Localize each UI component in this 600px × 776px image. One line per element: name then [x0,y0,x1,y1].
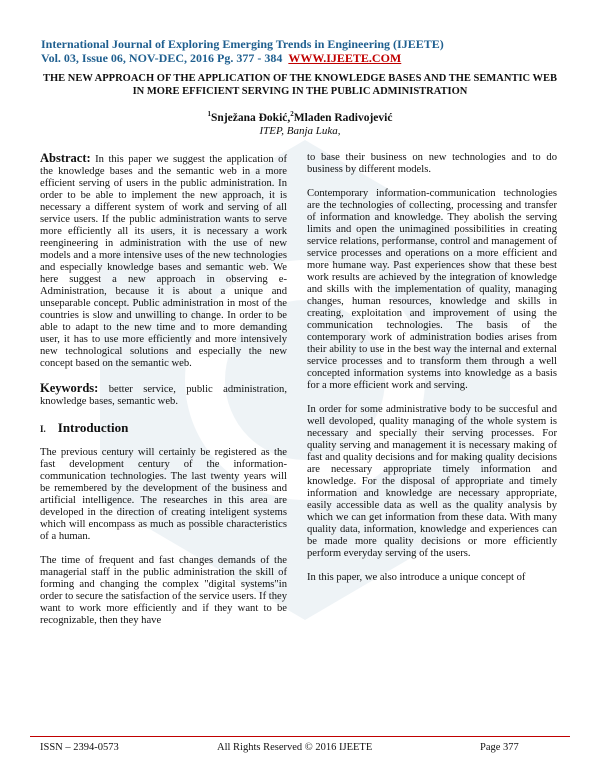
keywords-text: better service, public administration, knowledge bases, semantic web. [40,384,287,407]
left-column [40,152,287,639]
authors [40,110,560,124]
right-column [307,152,557,596]
paper-title: THE NEW APPROACH OF THE APPLICATION OF THE KNOWLEDGE BASES AND THE SEMANTIC WEB IN MORE EFFICIENT SERVING IN THE PUBLIC ADMINISTRATION [42,73,558,97]
section-number: I. [40,424,46,434]
footer-rights: All Rights Reserved © 2016 IJEETE [217,742,373,753]
abstract-text: In this paper we suggest the application of the knowledge bases and the semantic web in a more efficient serving of users in the public administration. In order to be able to implement the new approach, it is necessary a different system of work and serving of all service users. If the public administration wants to serve more efficiently all its users, it is necessary a work reengineering in administration with the use of new models and a more intensive uses of the new technologies and especially knowledge bases and semantic web. We here suggest a new approach in observing e-Administration, because it is about a unique and unseparable concept. Public administration in most of the countries is slow and unwilling to change. In order to be able to adapt to the new time and to more demanding user, it has to use more efficiently and more intensively new technological solutions and especially the new concept based on the semantic web. [40,154,287,369]
right-paragraph-2: Contemporary information-communication technologies are the technologies of collecting, processing and transfer of information and knowledge. They abolish the serving limits and open the unimagined possibilities in creating service relations, performanse, control and management of service processes and operations on a more efficient and more humane way. Past experiences show that these best work results are achieved by the integration of knowledge and skills with the implementation of quality, managing changes, human resources, knowledge and skills in creating, exploitation and improvement of using the communication technologies. The basis of the contemporary work of administration bodies arises from their ability to use in the best way the internal and external service processes and to transform them through a well concepted information systems into knowledge as a basis for a more efficient work and serving. [307,188,557,391]
journal-name: International Journal of Exploring Emerging Trends in Engineering (IJEETE) [41,37,444,51]
intro-paragraph-2: The time of frequent and fast changes demands of the managerial staff in the public administration the skill of forming and changing the complex "digital systems"in order to secure the satisfaction of the service users. If they want to work more efficiently and if they want to be recognizable, then they have [40,555,287,626]
keywords-label: Keywords: [40,381,99,395]
affiliation: ITEP, Banja Luka, [259,125,341,137]
right-paragraph-3: In order for some administrative body to be succesful and well devoloped, quality managing of the whole system is necessary and specially their serving processes. For quality serving and management it is necessary making of fast and quality decisions and for making quality decisions are necessary appropriate timely information and knowledge. For the disposal of appropriate and timely information and knowledge are necessary appropriate, easily accessible data as well as the quality analysis by which we can get information from these data. With many quality data, information, knowledge and experiences can be made more quality decisions or more efficiently perform everyday serving of the users. [307,404,557,559]
section-title: Introduction [57,420,129,435]
journal-header [41,37,561,65]
footer-page-number: Page 377 [480,742,519,753]
right-paragraph-4: In this paper, we also introduce a unique concept of [307,572,526,583]
intro-paragraph-1: The previous century will certainly be registered as the fast development century of the information-communication technologies. The last twenty years will be remembered by the development of the business and artificial intelligence. The researches in this area are developed in the direction of creating inteligent systems which will encompass as much as possible characteristics of a human. [40,447,287,542]
abstract [40,152,287,370]
keywords [40,382,287,408]
author1: Snježana Đokić, [211,111,291,124]
author2-affil-mark: 2 [290,110,294,118]
author2: Mladen Radivojević [293,111,393,124]
section-heading-introduction [40,422,287,435]
author1-affil-mark: 1 [207,110,212,118]
right-paragraph-1: to base their business on new technologies and to do business by different models. [307,152,557,175]
journal-volume: Vol. 03, Issue 06, NOV-DEC, 2016 Pg. 377 - 384 [41,51,283,65]
journal-url-link[interactable]: WWW.IJEETE.COM [288,51,402,65]
footer-issn: ISSN – 2394-0573 [40,742,119,753]
abstract-label: Abstract: [40,151,91,165]
footer-divider [30,736,570,737]
